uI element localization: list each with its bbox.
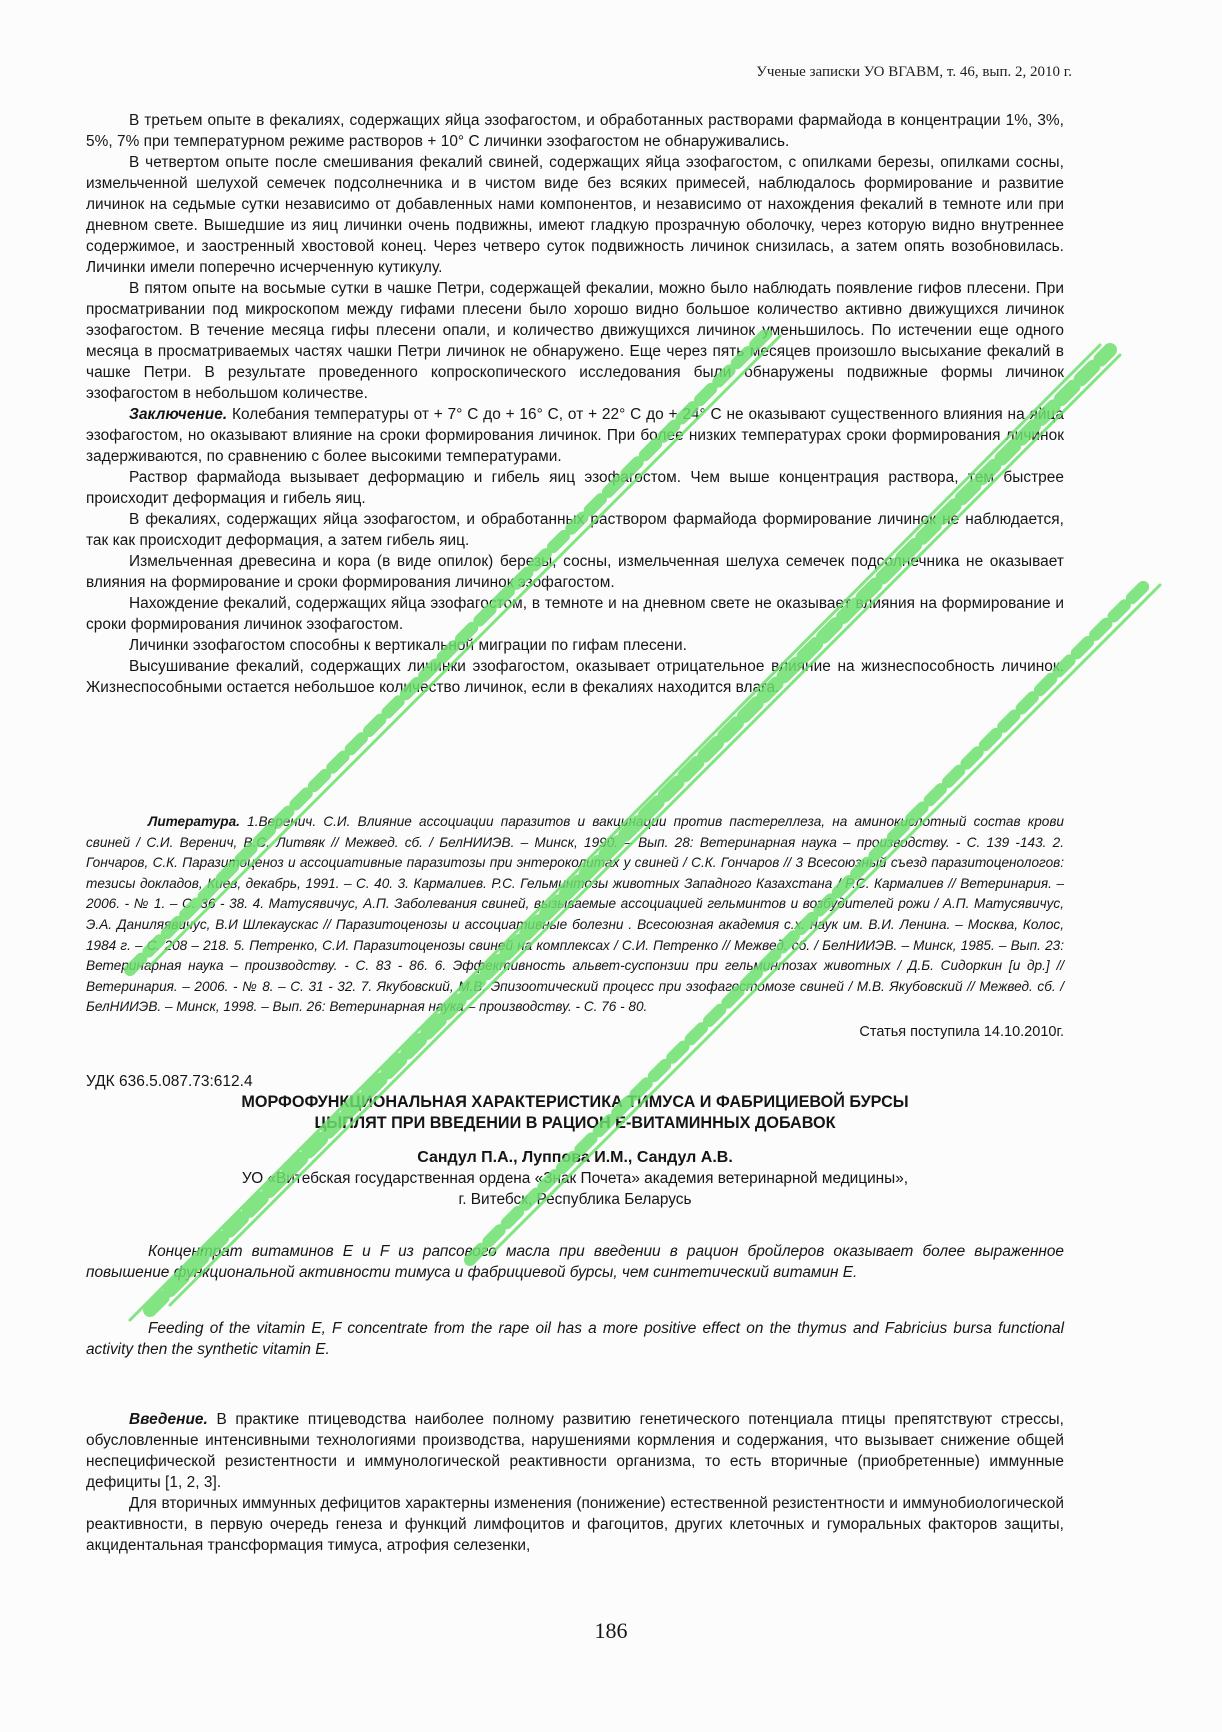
references-text: 1.Веренич. С.И. Влияние ассоциации паразитов и вакцинации против пастереллеза, на аминокислотный состав крови свиней / С.И. Веренич, В.С. Литвяк // Межвед. сб. / БелНИИЭВ. – Минск, 1990. – Вып. 28: Ветеринарная наука – производству. - С. 139 -143. 2. Гончаров, С.К. Паразитоценоз и ассоциативные паразитозы при энтероколитах у свиней / С.К. Гончаров // 3 Всесоюзный съезд паразитоценологов: тезисы докладов, Киев, декабрь, 1991. – С. 40. 3. Кармалиев. Р.С. Гельминтозы животных Западного Казахстана / Р.С. Кармалиев // Ветеринария. – 2006. - № 1. – С. 36 - 38. 4. Матусявичус, А.П. Заболевания свиней, вызываемые ассоциацией гельминтов и возбудителей рожи / А.П. Матусявичус, Э.А. Даниляявичус, В.И Шлекаускас // Паразитоценозы и ассоциативные болезни . Всесоюзная академия с.х. наук им. В.И. Ленина. – Москва, Колос, 1984 г. – С. 208 – 218. 5. Петренко, С.И. Паразитоценозы свиней на комплексах / С.И. Петренко // Межвед. сб. / БелНИИЭВ. – Минск, 1985. – Вып. 23: Ветеринарная наука – производству. - С. 83 - 86. 6. Эффективность альвет-суспонзии при гельминтозах животных / Д.Б. Сидоркин [и др.] // Ветеринария. – 2006. - № 8. – С. 31 - 32. 7. Якубовский, М.В. Эпизоотический процесс при эзофагостомозе свиней / М.В. Якубовский // Межвед. сб. / БелНИИЭВ. – Минск, 1998. – Вып. 26: Ветеринарная наука – производству. - С. 76 - 80.: [86, 814, 1064, 1015]
introduction-paragraph: [86, 1409, 1064, 1493]
article2-heading: [86, 1072, 1064, 1210]
conclusion-item: В фекалиях, содержащих яйца эзофагостом, и обработанных раствором фармайода формирование личинок не наблюдается, так как происходит деформация, а затем гибель яиц.: [86, 511, 1064, 549]
introduction-label: Введение.: [129, 1411, 208, 1428]
abstract-ru-block: [86, 1241, 1064, 1283]
references-list: [86, 812, 1064, 1018]
references-section: [86, 812, 1064, 1042]
paragraph-third-experiment: В третьем опыте в фекалиях, содержащих яйца эзофагостом, и обработанных растворами фармайода в концентрации 1%, 3%, 5%, 7% при температурном режиме растворов + 10° С личинки эзофагостом не обнаруживались.: [86, 112, 1064, 150]
abstract-en-block: [86, 1318, 1064, 1360]
conclusion-item: Высушивание фекалий, содержащих личинки эзофагостом, оказывает отрицательное влияние на жизнеспособность личинок. Жизнеспособными остается небольшое количество личинок, если в фекалиях находится влага.: [86, 658, 1064, 696]
article-title-line1: МОРФОФУНКЦИОНАЛЬНАЯ ХАРАКТЕРИСТИКА ТИМУСА И ФАБРИЦИЕВОЙ БУРСЫ: [241, 1093, 909, 1111]
conclusion-item: Измельченная древесина и кора (в виде опилок) березы, сосны, измельченная шелуха семечек подсолнечника не оказывает влияния на формирование и сроки формирования личинок эзофагостом.: [86, 553, 1064, 591]
conclusion-paragraph: [86, 404, 1064, 467]
received-date: Статья поступила 14.10.2010г.: [859, 1023, 1064, 1040]
conclusion-item: Нахождение фекалий, содержащих яйца эзофагостом, в темноте и на дневном свете не оказывает влияния на формирование и сроки формирования личинок эзофагостом.: [86, 595, 1064, 633]
page-number: 186: [594, 1618, 628, 1643]
introduction-text: В практике птицеводства наиболее полному развитию генетического потенциала птицы препятствуют стрессы, обусловленные интенсивными технологиями производства, нарушениями кормления и содержания, что вызывает снижение общей неспецифической резистентности и иммунологической реактивности организма, то есть вторичные (приобретенные) иммунные дефициты [1, 2, 3].: [86, 1411, 1064, 1491]
introduction-paragraph-2: Для вторичных иммунных дефицитов характерны изменения (понижение) естественной резистентности и иммунобиологической реактивности, в первую очередь генеза и функций лимфоцитов и фагоцитов, других клеточных и гуморальных факторов защиты, акцидентальная трансформация тимуса, атрофия селезенки,: [86, 1495, 1064, 1554]
paragraph-fourth-experiment: В четвертом опыте после смешивания фекалий свиней, содержащих яйца эзофагостом, с опилками березы, опилками сосны, измельченной шелухой семечек подсолнечника и в чистом виде без всяких примесей, наблюдалось формирование и развитие личинок на седьмые сутки независимо от добавленных нами компонентов, и независимо от нахождения фекалий в темноте или при дневном свете. Вышедшие из яиц личинки очень подвижны, имеют гладкую прозрачную оболочку, через которую видно внутреннее содержимое, и заостренный хвостовой конец. Через четверо суток подвижность личинок снизилась, а затем опять возобновилась. Личинки имели поперечно исчерченную кутикулу.: [86, 154, 1064, 276]
introduction-section: [86, 1409, 1064, 1556]
running-header: Ученые записки УО ВГАВМ, т. 46, вып. 2, 2010 г.: [756, 64, 1072, 80]
conclusion-label: Заключение.: [129, 406, 228, 423]
conclusion-item: Личинки эзофагостом способны к вертикальной миграции по гифам плесени.: [129, 637, 687, 654]
article1-body: [86, 110, 1064, 698]
affiliation-line2: г. Витебск, Республика Беларусь: [458, 1191, 692, 1208]
conclusion-item: Раствор фармайода вызывает деформацию и гибель яиц эзофагостом. Чем выше концентрация раствора, тем быстрее происходит деформация и гибель яиц.: [86, 469, 1064, 507]
abstract-en: Feeding of the vitamin E, F concentrate from the rape oil has a more positive effect on the thymus and Fabricius bursa functional activity then the synthetic vitamin E.: [86, 1320, 1064, 1358]
abstract-ru: Концентрат витаминов Е и F из рапсового масла при введении в рацион бройлеров оказывает более выраженное повышение функциональной активности тимуса и фабрициевой бурсы, чем синтетический витамин Е.: [86, 1243, 1064, 1281]
article-title-line2: ЦЫПЛЯТ ПРИ ВВЕДЕНИИ В РАЦИОН Е-ВИТАМИННЫХ ДОБАВОК: [314, 1114, 836, 1132]
paragraph-fifth-experiment: В пятом опыте на восьмые сутки в чашке Петри, содержащей фекалии, можно было наблюдать появление гифов плесени. При просматривании под микроскопом между гифами плесени было хорошо видно большое количество активно движущихся личинок эзофагостом. В течение месяца гифы плесени опали, и количество движущихся личинок уменьшилось. По истечении еще одного месяца в просматриваемых частях чашки Петри личинок не обнаружено. Еще через пять месяцев произошло высыхание фекалий в чашке Петри. В результате проведенного копроскопического исследования были обнаружены подвижные формы личинок эзофагостом в небольшом количестве.: [86, 280, 1064, 402]
udc-code: УДК 636.5.087.73:612.4: [86, 1073, 253, 1090]
references-label: Литература.: [148, 814, 240, 829]
conclusion-text: Колебания температуры от + 7° С до + 16° С, от + 22° С до + 24° С не оказывают существенного влияния на яйца эзофагостом, но оказывают влияние на сроки формирования личинок. При более низких температурах сроки формирования личинок задерживаются, по сравнению с более высокими температурами.: [86, 406, 1064, 465]
affiliation-line1: УО «Витебская государственная ордена «Знак Почета» академия ветеринарной медицины»,: [241, 1170, 909, 1187]
authors: Сандул П.А., Луппова И.М., Сандул А.В.: [417, 1149, 733, 1166]
